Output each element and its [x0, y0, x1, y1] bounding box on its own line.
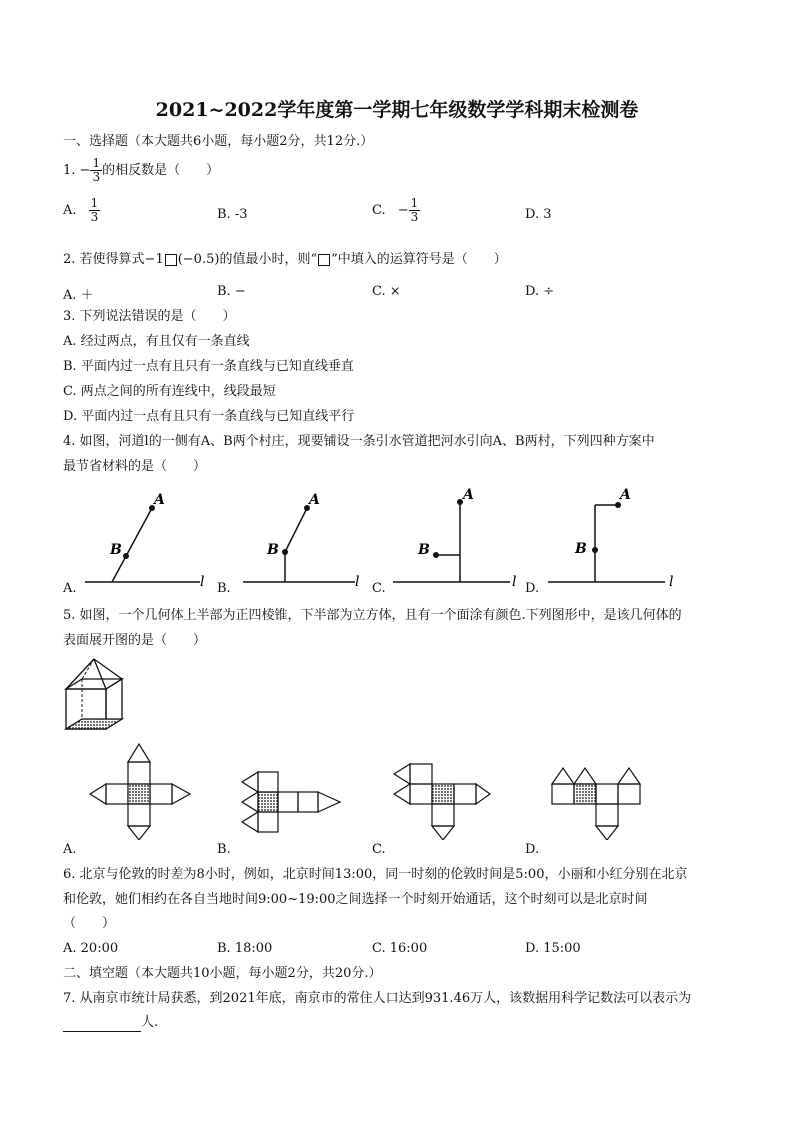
- question-1-stem: 1. − $\frac{1}{3}$ 的相反数是（ ）: [63, 156, 220, 184]
- question-6-option-c: C. 16:00: [372, 941, 428, 956]
- question-6-stem-line-1: 6. 北京与伦敦的时差为8小时，例如，北京时间13:00，同一时刻的伦敦时间是5:00，小丽和小红分别在北京: [63, 867, 688, 882]
- blank-box-icon: [165, 254, 177, 266]
- q5-label-a: A.: [63, 842, 77, 857]
- svg-text:l: l: [355, 574, 360, 590]
- net-b: [242, 772, 340, 832]
- svg-text:A: A: [463, 487, 474, 503]
- question-3-option-a: A. 经过两点，有且仅有一条直线: [63, 334, 250, 349]
- question-2-option-b: B. −: [217, 284, 246, 299]
- svg-text:B: B: [267, 542, 279, 558]
- section-heading-fill: 二、填空题（本大题共10小题，每小题2分，共20分.）: [63, 966, 382, 981]
- question-5-stem-line-1: 5. 如图，一个几何体上半部为正四棱锥，下半部为立方体，且有一个面涂有颜色.下列图形中，是该几何体的: [63, 608, 682, 623]
- svg-text:B: B: [110, 542, 122, 558]
- question-4-stem-line-2: 最节省材料的是（ ）: [63, 459, 207, 474]
- svg-text:B: B: [575, 541, 587, 557]
- svg-text:A: A: [620, 487, 631, 503]
- q4-figure-d: [548, 487, 673, 590]
- q4-label-d: D.: [525, 581, 540, 596]
- q4-figure-a: [85, 492, 204, 590]
- question-6-option-d: D. 15:00: [525, 941, 581, 956]
- net-c: [394, 764, 490, 840]
- question-7-stem: 7. 从南京市统计局获悉，到2021年底，南京市的常住人口达到931.46万人，该数据用科学记数法可以表示为: [63, 991, 692, 1006]
- question-1-option-a: A. $\frac{1}{3}$: [63, 196, 99, 224]
- q4-figure-b: [243, 492, 359, 590]
- net-a: [90, 744, 190, 840]
- svg-text:l: l: [512, 574, 517, 590]
- q5-label-d: D.: [525, 842, 540, 857]
- question-5-stem-line-2: 表面展开图的是（ ）: [63, 633, 207, 648]
- page-title: 2021~2022学年度第一学期七年级数学学科期末检测卷: [155, 99, 639, 121]
- question-4-figures: [60, 480, 740, 600]
- q5-label-b: B.: [217, 842, 231, 857]
- q4-figure-c: [393, 487, 516, 590]
- net-d: [552, 768, 640, 840]
- q4-label-b: B.: [217, 581, 231, 596]
- question-number: 1.: [63, 163, 76, 178]
- solid-figure: [60, 655, 130, 737]
- question-3-stem: 3. 下列说法错误的是（ ）: [63, 309, 236, 324]
- svg-text:A: A: [309, 492, 320, 508]
- question-1-option-d: D. 3: [525, 207, 552, 222]
- q4-label-c: C.: [372, 581, 386, 596]
- q4-label-a: A.: [63, 581, 77, 596]
- question-6-option-a: A. 20:00: [63, 941, 119, 956]
- question-6-option-b: B. 18:00: [217, 941, 273, 956]
- q5-label-c: C.: [372, 842, 386, 857]
- svg-text:l: l: [200, 574, 205, 590]
- question-2-option-a: A. ＋: [63, 288, 94, 303]
- question-1-option-c: C. − $\frac{1}{3}$: [372, 196, 419, 224]
- question-6-stem-line-3: （ ）: [63, 916, 116, 931]
- question-5-nets: [60, 740, 700, 840]
- question-3-option-d: D. 平面内过一点有且只有一条直线与已知直线平行: [63, 409, 355, 424]
- section-heading-choice: 一、选择题（本大题共6小题，每小题2分，共12分.）: [63, 134, 374, 149]
- question-6-stem-line-2: 和伦敦，她们相约在各自当地时间9:00~19:00之间选择一个时刻开始通话，这个时刻可以是北京时间: [63, 892, 648, 907]
- question-3-option-b: B. 平面内过一点有且只有一条直线与已知直线垂直: [63, 359, 354, 374]
- svg-text:A: A: [154, 492, 165, 508]
- question-3-option-c: C. 两点之间的所有连线中，线段最短: [63, 384, 276, 399]
- question-2-option-d: D. ÷: [525, 284, 555, 299]
- question-2-stem: 2. 若使得算式−1 (−0.5)的值最小时，则“ ”中填入的运算符号是（ ）: [63, 252, 507, 267]
- question-7-answer-line: 人.: [63, 1014, 158, 1032]
- answer-blank[interactable]: [63, 1017, 141, 1032]
- question-4-stem-line-1: 4. 如图，河道l的一侧有A、B两个村庄，现要铺设一条引水管道把河水引向A、B两村，下列四种方案中: [63, 434, 655, 449]
- question-1-option-b: B. -3: [217, 207, 248, 222]
- question-2-option-c: C. ×: [372, 284, 401, 299]
- fraction: $\frac{1}{3}$: [92, 156, 101, 184]
- svg-text:l: l: [669, 574, 674, 590]
- blank-box-icon: [318, 254, 330, 266]
- svg-text:B: B: [418, 542, 430, 558]
